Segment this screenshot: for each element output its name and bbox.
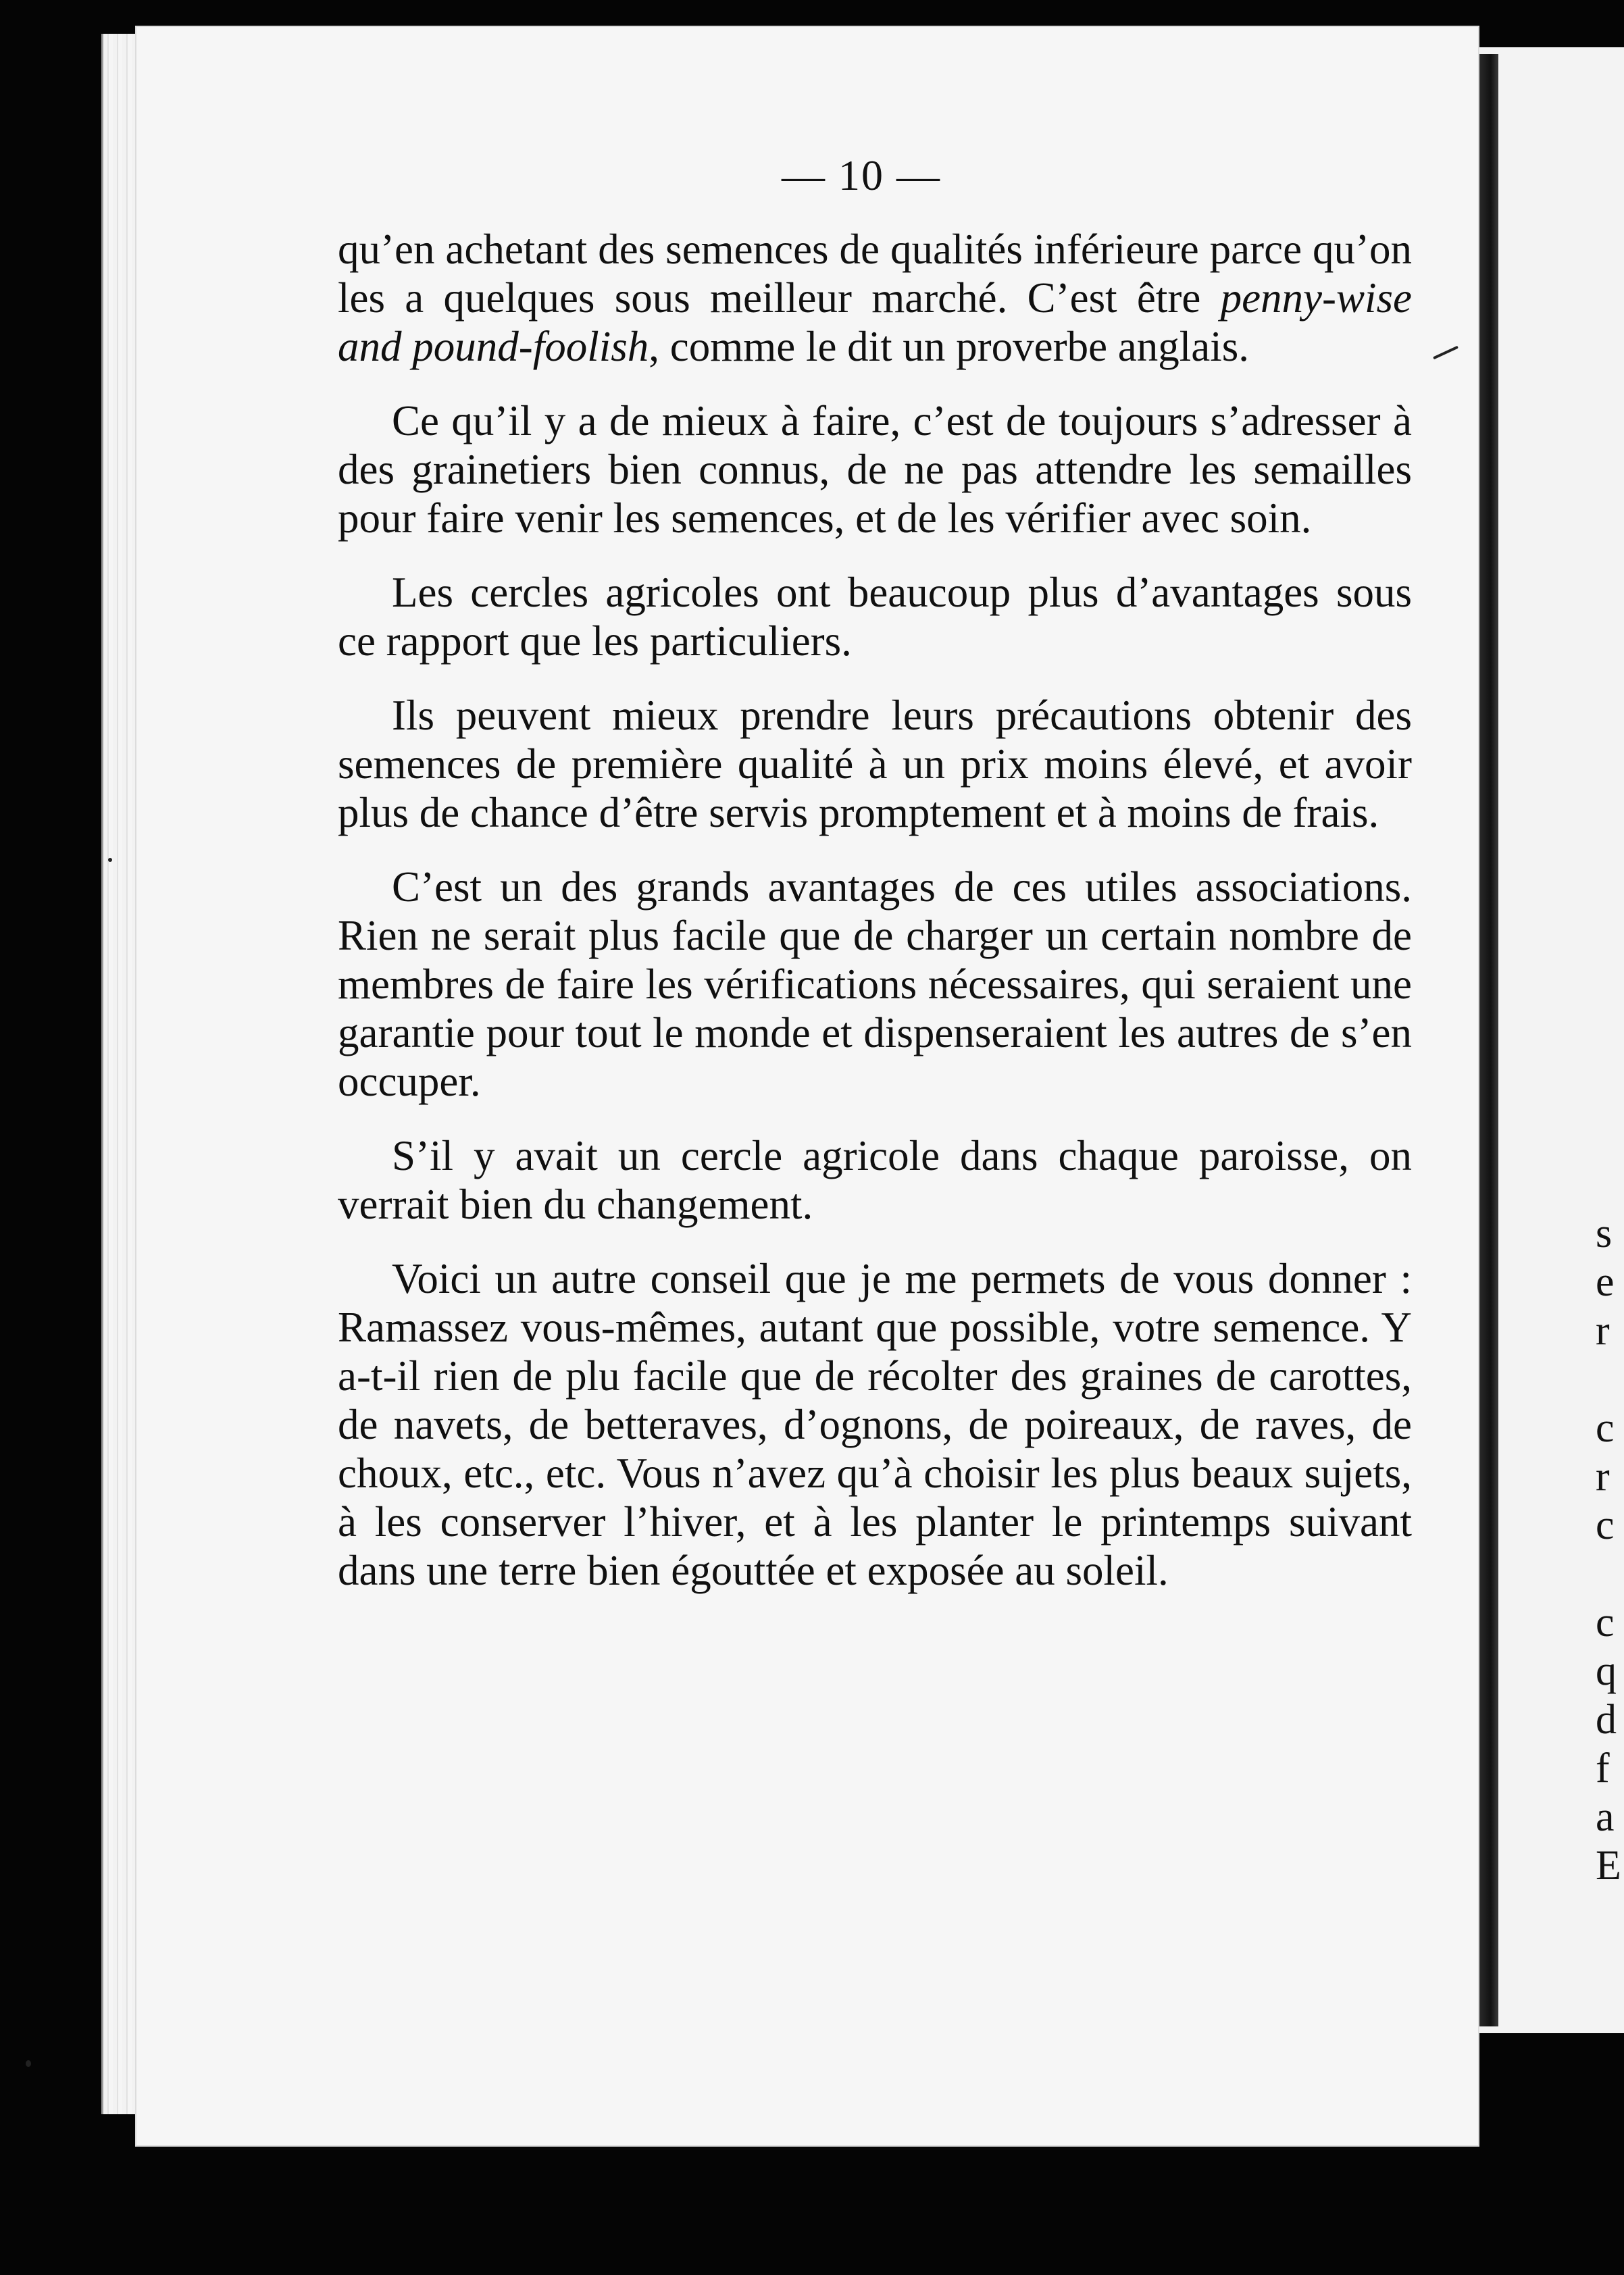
next-page-char: r <box>1596 1308 1610 1354</box>
scan-speck <box>26 2060 31 2067</box>
paragraph-3: Les cercles agricoles ont beaucoup plus d’avantages sous ce rapport que les particuliers. <box>338 569 1412 665</box>
next-page-char: a <box>1596 1794 1615 1840</box>
book-page <box>135 26 1479 2147</box>
paragraph-4: Ils peuvent mieux prendre leurs précautions obtenir des semences de première qualité à un prix moins élevé, et avoir plus de chance d’être servis promptement et à moins de frais. <box>338 692 1412 836</box>
paragraph-6: S’il y avait un cercle agricole dans chaque paroisse, on verrait bien du changement. <box>338 1132 1412 1228</box>
paragraph-1-text: qu’en achetant des semences de qualités inférieure parce qu’on les a quelques sous meilleur marché. C’est être <box>338 226 1412 322</box>
page-number: — 10 — <box>782 151 941 199</box>
paragraph-2: Ce qu’il y a de mieux à faire, c’est de toujours s’adresser à des grainetiers bien connus, de ne pas attendre les semailles pour faire venir les semences, et de les vérifier avec soin. <box>338 397 1412 542</box>
paragraph-5: C’est un des grands avantages de ces utiles associations. Rien ne serait plus facile que de charger un certain nombre de membres de faire les vérifications nécessaires, qui seraient une garantie pour tout le monde et dispenseraient les autres de s’en occuper. <box>338 863 1412 1105</box>
next-page-char: r <box>1596 1454 1610 1500</box>
next-page-char: q <box>1596 1648 1617 1694</box>
paragraph-1-tail: , comme le dit un proverbe anglais. <box>649 323 1250 370</box>
next-page-char: c <box>1596 1502 1615 1548</box>
paragraph-1 <box>338 225 1412 371</box>
english-proverb: penny-wise and pound-foolish <box>338 274 1412 370</box>
paragraph-7: Voici un autre conseil que je me permets de vous donner : Ramassez vous-mêmes, autant que possible, votre semence. Y a-t-il rien de plu facile que de récolter des graines de carottes, de navets, de betteraves, d’ognons, de poireaux, de raves, de choux, etc., etc. Vous n’avez qu’à choisir les plus beaux sujets, à les conserver l’hiver, et à les planter le printemps suivant dans une terre bien égouttée et exposée au soleil. <box>338 1255 1412 1594</box>
page-gutter-shadow <box>1479 54 1498 2026</box>
next-page-char: f <box>1596 1745 1610 1791</box>
next-page-char: s <box>1596 1210 1613 1256</box>
scan-speck <box>108 858 112 862</box>
next-page-char: c <box>1596 1405 1615 1451</box>
next-page-char: e <box>1596 1259 1615 1305</box>
next-page-fragment <box>1596 1209 1621 1890</box>
next-page-char: d <box>1596 1697 1617 1743</box>
body-text <box>338 225 1412 1620</box>
next-page-char: c <box>1596 1600 1615 1645</box>
next-page-char: E <box>1596 1843 1621 1889</box>
